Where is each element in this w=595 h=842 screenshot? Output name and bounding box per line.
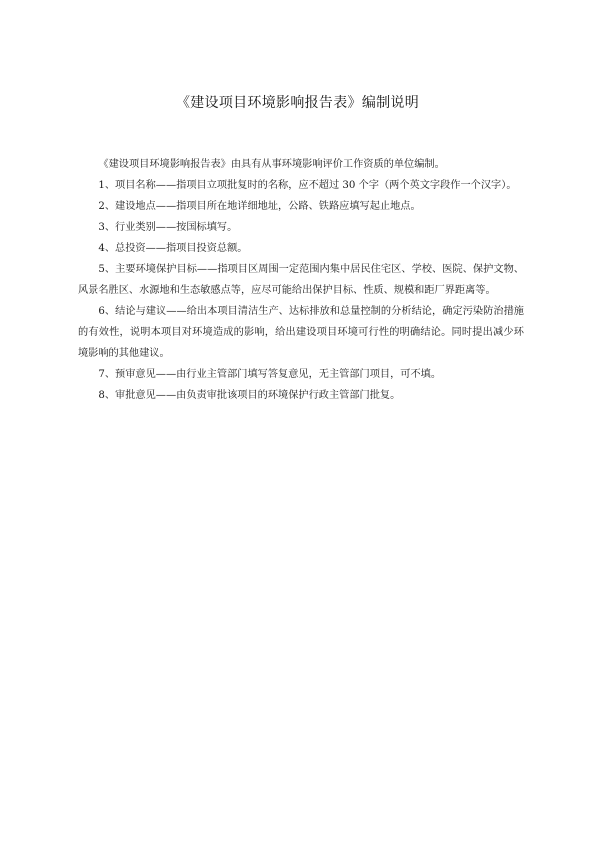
paragraph-preliminary-review: 7、预审意见——由行业主管部门填写答复意见，无主管部门项目，可不填。 [98,369,442,380]
paragraph-project-name: 1、项目名称——指项目立项批复时的名称，应不超过 30 个字（两个英文字段作一个汉字）。 [98,180,517,191]
page-title: 《建设项目环境影响报告表》编制说明 [175,95,420,111]
paragraph-approval: 8、审批意见——由负责审批该项目的环境保护行政主管部门批复。 [98,390,401,401]
paragraph-conclusions: 6、结论与建议——给出本项目清洁生产、达标排放和总量控制的分析结论，确定污染防治措施的有效性，说明本项目对环境造成的影响，给出建设项目环境可行性的明确结论。同时提出减少环境影响的其他建议。 [78,306,524,359]
paragraph-intro: 《建设项目环境影响报告表》由具有从事环境影响评价工作资质的单位编制。 [98,159,445,170]
paragraph-protection-targets: 5、主要环境保护目标——指项目区周围一定范围内集中居民住宅区、学校、医院、保护文物、风景名胜区、水源地和生态敏感点等，应尽可能给出保护目标、性质、规模和距厂界距离等。 [78,264,524,296]
paragraph-industry-category: 3、行业类别——按国标填写。 [98,222,238,233]
document-body [78,154,524,406]
paragraph-location: 2、建设地点——指项目所在地详细地址，公路、铁路应填写起止地点。 [98,201,421,212]
paragraph-total-investment: 4、总投资——指项目投资总额。 [98,243,248,254]
